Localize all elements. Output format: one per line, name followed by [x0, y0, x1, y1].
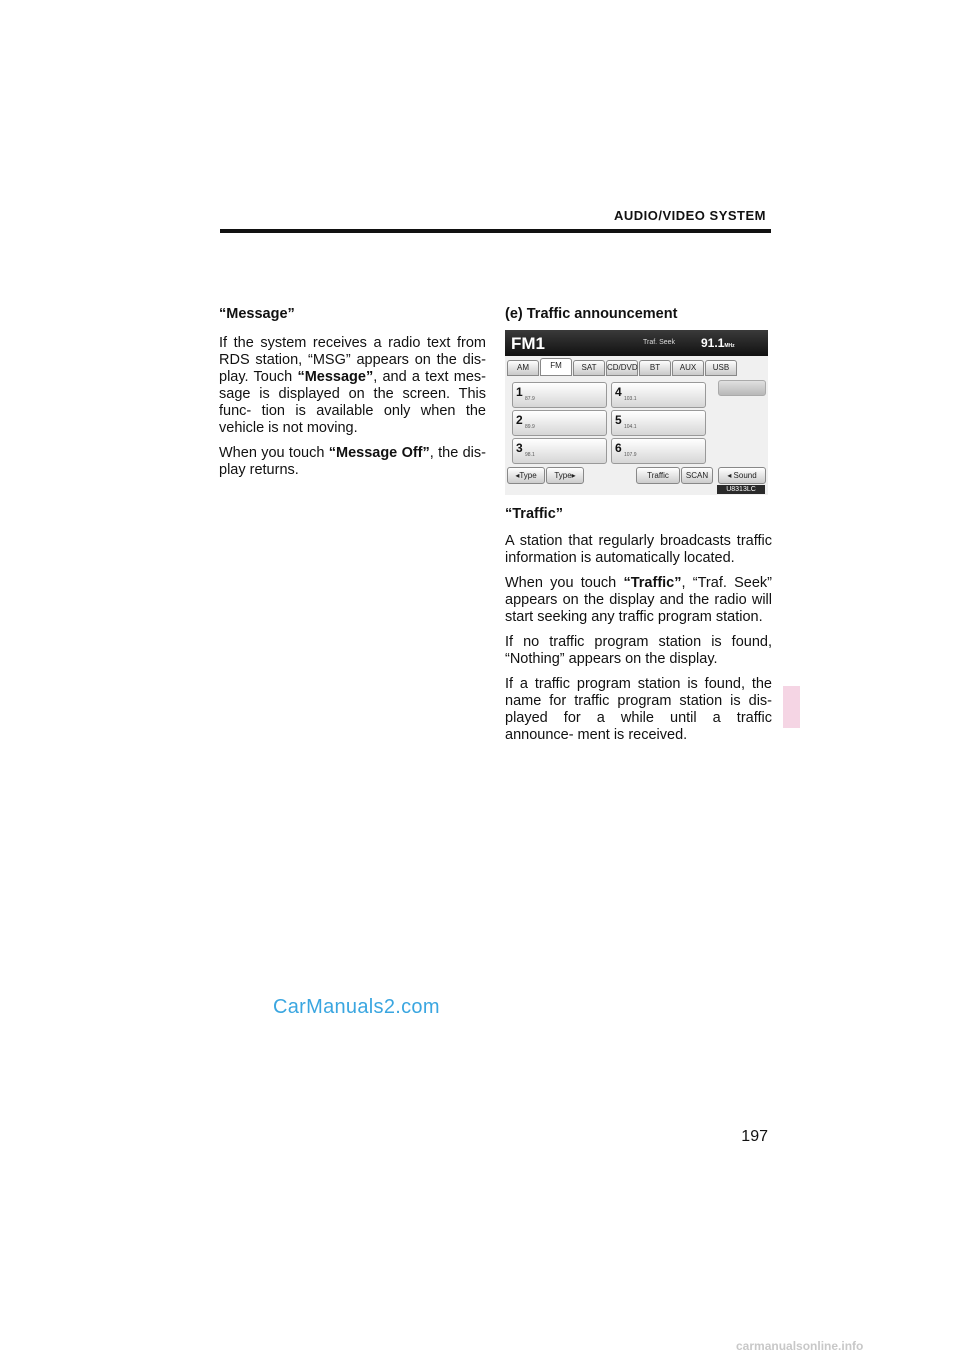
figure-code: U8313LC	[717, 485, 765, 494]
seek-status: Traf. Seek	[643, 339, 676, 346]
preset-number: 5	[615, 413, 622, 427]
preset-number: 3	[516, 441, 523, 455]
traffic-announcement-heading: (e) Traffic announcement	[505, 306, 678, 322]
preset-number: 1	[516, 385, 523, 399]
preset-number: 2	[516, 413, 523, 427]
left-column	[219, 306, 486, 487]
message-paragraph	[219, 335, 486, 437]
nothing-paragraph: If no traffic program station is found, “Nothing” appears on the display.	[505, 634, 772, 667]
text: , “Traf. Seek” appears on the display and the radio will start seeking any traffic program station.	[505, 575, 772, 625]
preset-number: 6	[615, 441, 622, 455]
section-side-tab	[783, 686, 800, 728]
text: , the dis- play returns.	[219, 445, 486, 478]
preset-frequency: 87.9	[525, 396, 535, 402]
source-tabs	[507, 360, 737, 376]
message-heading: “Message”	[219, 306, 295, 322]
preset-frequency: 89.9	[525, 424, 535, 430]
preset-button-4[interactable]	[611, 382, 706, 408]
preset-button-2[interactable]	[512, 410, 607, 436]
preset-frequency: 103.1	[624, 396, 637, 402]
band-label: FM1	[511, 334, 545, 353]
traffic-button[interactable]: Traffic	[636, 467, 680, 484]
text: If the system receives a radio text from RDS station, “MSG” appears on the dis- play. Touch	[219, 335, 486, 385]
preset-button-6[interactable]	[611, 438, 706, 464]
message-term: “Message”	[297, 369, 374, 385]
screen-top-bar	[505, 330, 768, 356]
preset-number: 4	[615, 385, 622, 399]
tab-bt[interactable]: BT	[639, 360, 671, 376]
preset-button-3[interactable]	[512, 438, 607, 464]
traffic-description: A station that regularly broadcasts traffic information is automatically located.	[505, 533, 772, 566]
traffic-touch-paragraph	[505, 575, 772, 626]
right-column-body	[505, 506, 772, 752]
type-prev-button[interactable]: ◂Type	[507, 467, 545, 484]
tab-aux[interactable]: AUX	[672, 360, 704, 376]
preset-button-5[interactable]	[611, 410, 706, 436]
footer-watermark: carmanualsonline.info	[736, 1339, 864, 1353]
traffic-heading: “Traffic”	[505, 506, 564, 522]
type-next-button[interactable]: Type▸	[546, 467, 584, 484]
scan-button[interactable]: SCAN	[681, 467, 713, 484]
sound-button[interactable]: ◂ Sound	[718, 467, 766, 484]
preset-frequency: 104.1	[624, 424, 637, 430]
side-button[interactable]	[718, 380, 766, 396]
preset-frequency: 98.1	[525, 452, 535, 458]
frequency-value: 91.1	[701, 336, 725, 350]
page-number: 197	[741, 1128, 768, 1145]
tab-usb[interactable]: USB	[705, 360, 737, 376]
tab-am[interactable]: AM	[507, 360, 539, 376]
text: , and a text mes- sage is displayed on the screen. This func- tion is available only when the vehicle is not moving.	[219, 369, 486, 436]
radio-screen-figure	[505, 330, 768, 495]
watermark-text: CarManuals2.com	[273, 996, 440, 1018]
message-off-paragraph	[219, 445, 486, 479]
station-found-paragraph: If a traffic program station is found, the name for traffic program station is dis- played for a while until a traffic announce- ment is received.	[505, 676, 772, 743]
page-header-title: AUDIO/VIDEO SYSTEM	[613, 208, 766, 223]
tab-cd-dvd[interactable]: CD/DVD	[606, 360, 638, 376]
header-rule	[220, 229, 771, 233]
traffic-term: “Traffic”	[623, 575, 682, 591]
message-off-term: “Message Off”	[328, 445, 430, 461]
text: When you touch	[505, 575, 624, 591]
frequency-display	[701, 336, 735, 350]
tab-fm[interactable]: FM	[540, 358, 572, 376]
text: When you touch	[219, 445, 329, 461]
preset-frequency: 107.9	[624, 452, 637, 458]
tab-sat[interactable]: SAT	[573, 360, 605, 376]
preset-button-1[interactable]	[512, 382, 607, 408]
frequency-unit: MHz	[724, 343, 735, 349]
